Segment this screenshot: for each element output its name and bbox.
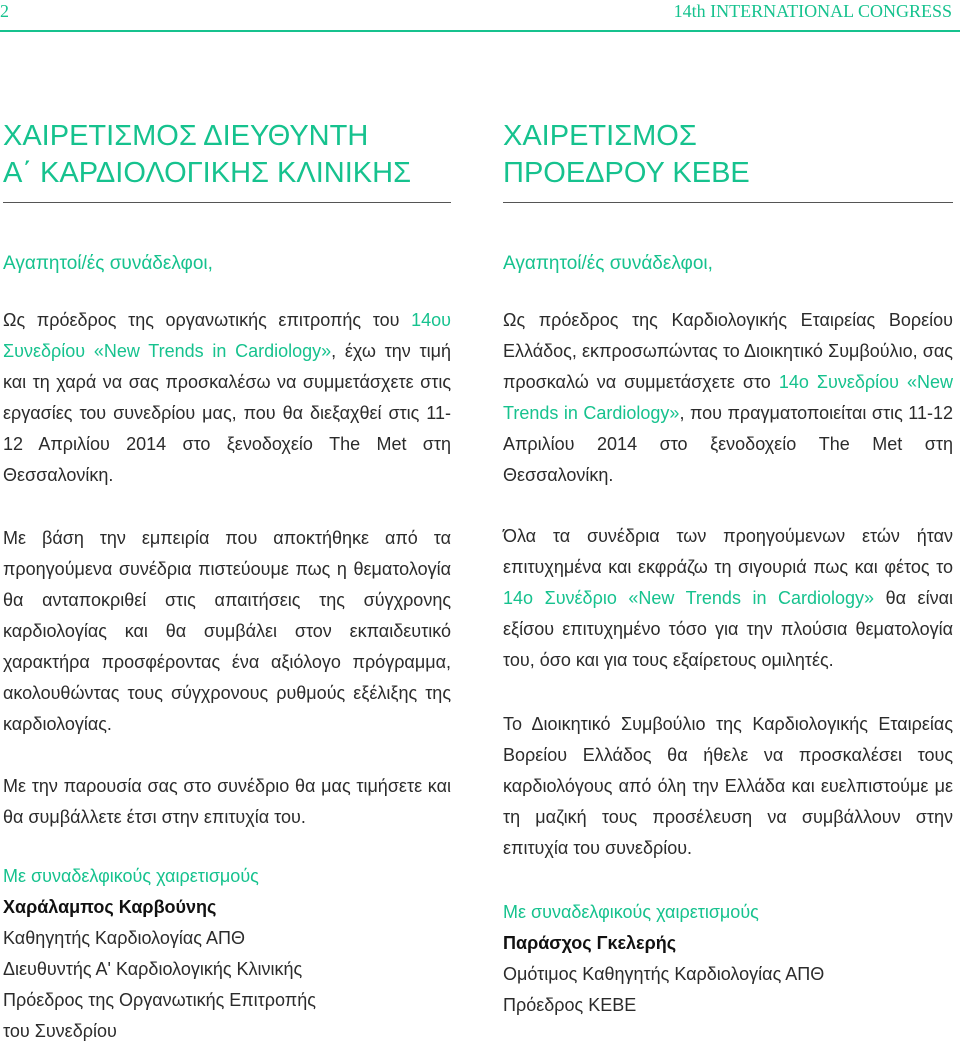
paragraph-text: , έχω την τιμή και τη χαρά να σας προσκαλέσω να συμμετάσχετε στις εργασίες του συνεδρίου μας, που θα διεξαχθεί στις 11-12 Απριλίου 2014 στο ξενοδοχείο The Met στη Θεσσαλονίκη. (3, 341, 451, 485)
signer-role: Καθηγητής Καρδιολογίας ΑΠΘ (3, 928, 245, 948)
header-rule (0, 30, 960, 32)
paragraph-text: Ως πρόεδρος της οργανωτικής επιτροπής του (3, 310, 412, 330)
title-line: ΧΑΙΡΕΤΙΣΜΟΣ (503, 120, 697, 152)
signer-role: Πρόεδρος ΚΕΒΕ (503, 995, 637, 1015)
title-divider (3, 202, 451, 203)
paragraph-program: Με βάση την εμπειρία που αποκτήθηκε από τα προηγούμενα συνέδρια πιστεύουμε πως η θεματολογία θα ανταποκριθεί στις απαιτήσεις της σύγχρονης καρδιολογίας και θα συμβάλει στον εκπαιδευτικό χαρακτήρα προσφέροντας ένα αξιόλογο πρόγραμμα, ακολουθώντας τους σύγχρονους ρυθμούς εξέλιξης της καρδιολογίας. (3, 528, 451, 734)
congress-name-highlight: 14ο Συνέδριο «New Trends in Cardiology» (503, 588, 875, 608)
paragraph-success (503, 521, 953, 676)
paragraph-text: θα είναι εξίσου επιτυχημένο τόσο για την πλούσια θεματολογία του, όσο και για τους εξαίρετους ομιλητές. (503, 588, 953, 670)
president-greeting-column (503, 118, 953, 1021)
paragraph-presence: Με την παρουσία σας στο συνέδριο θα μας τιμήσετε και θα συμβάλλετε έτσι στην επιτυχία του. (3, 776, 451, 827)
signer-name: Χαράλαμπος Καρβούνης (3, 897, 217, 917)
paragraph-text: Ως πρόεδρος της Καρδιολογικής Εταιρείας Βορείου Ελλάδος, εκπροσωπώντας το Διοικητικό Συμβούλιο, σας προσκαλώ να συμμετάσχετε στο (503, 310, 953, 392)
signer-role: του Συνεδρίου (3, 1021, 117, 1041)
paragraph-text: Όλα τα συνέδρια των προηγούμενων ετών ήταν επιτυχημένα και εκφράζω τη σιγουριά πως και φέτος το (503, 526, 953, 577)
signer-name: Παράσχος Γκελερής (503, 933, 677, 953)
congress-name-highlight: 14ου Συνεδρίου «New Trends in Cardiology» (3, 310, 451, 361)
paragraph-text: , που πραγματοποιείται στις 11-12 Απριλίου 2014 στο ξενοδοχείο The Met στη Θεσσαλονίκη. (503, 403, 953, 485)
signer-role: Διευθυντής Α' Καρδιολογικής Κλινικής (3, 959, 303, 979)
title-line: ΧΑΙΡΕΤΙΣΜΟΣ ΔΙΕΥΘΥΝΤΗ (3, 120, 369, 152)
signer-role: Πρόεδρος της Οργανωτικής Επιτροπής (3, 990, 316, 1010)
salutation: Αγαπητοί/ές συνάδελφοι, (503, 253, 713, 274)
title-line: ΠΡΟΕΔΡΟΥ ΚΕΒΕ (503, 157, 750, 189)
director-greeting-column (3, 118, 451, 1047)
paragraph-invitation (503, 305, 953, 491)
president-greeting-title (503, 118, 953, 192)
salutation: Αγαπητοί/ές συνάδελφοι, (3, 253, 213, 274)
closing-regards: Με συναδελφικούς χαιρετισμούς (503, 902, 759, 922)
title-divider (503, 202, 953, 203)
closing-regards: Με συναδελφικούς χαιρετισμούς (3, 866, 259, 886)
title-line: Α΄ ΚΑΡΔΙΟΛΟΓΙΚΗΣ ΚΛΙΝΙΚΗΣ (3, 157, 411, 189)
congress-name-highlight: 14ο Συνεδρίου «New Trends in Cardiology» (503, 372, 953, 423)
paragraph-invitation (3, 305, 451, 491)
congress-label: 14th INTERNATIONAL CONGRESS (673, 1, 952, 21)
director-greeting-title (3, 118, 451, 192)
page-number: 2 (0, 1, 9, 21)
paragraph-board-invite: Το Διοικητικό Συμβούλιο της Καρδιολογικής Εταιρείας Βορείου Ελλάδος θα ήθελε να προσκαλέσει τους καρδιολόγους από όλη την Ελλάδα και ευελπιστούμε με τη μαζική τους προσέλευση να συμβάλλουν στην επιτυχία του συνεδρίου. (503, 714, 953, 858)
signer-role: Ομότιμος Καθηγητής Καρδιολογίας ΑΠΘ (503, 964, 825, 984)
